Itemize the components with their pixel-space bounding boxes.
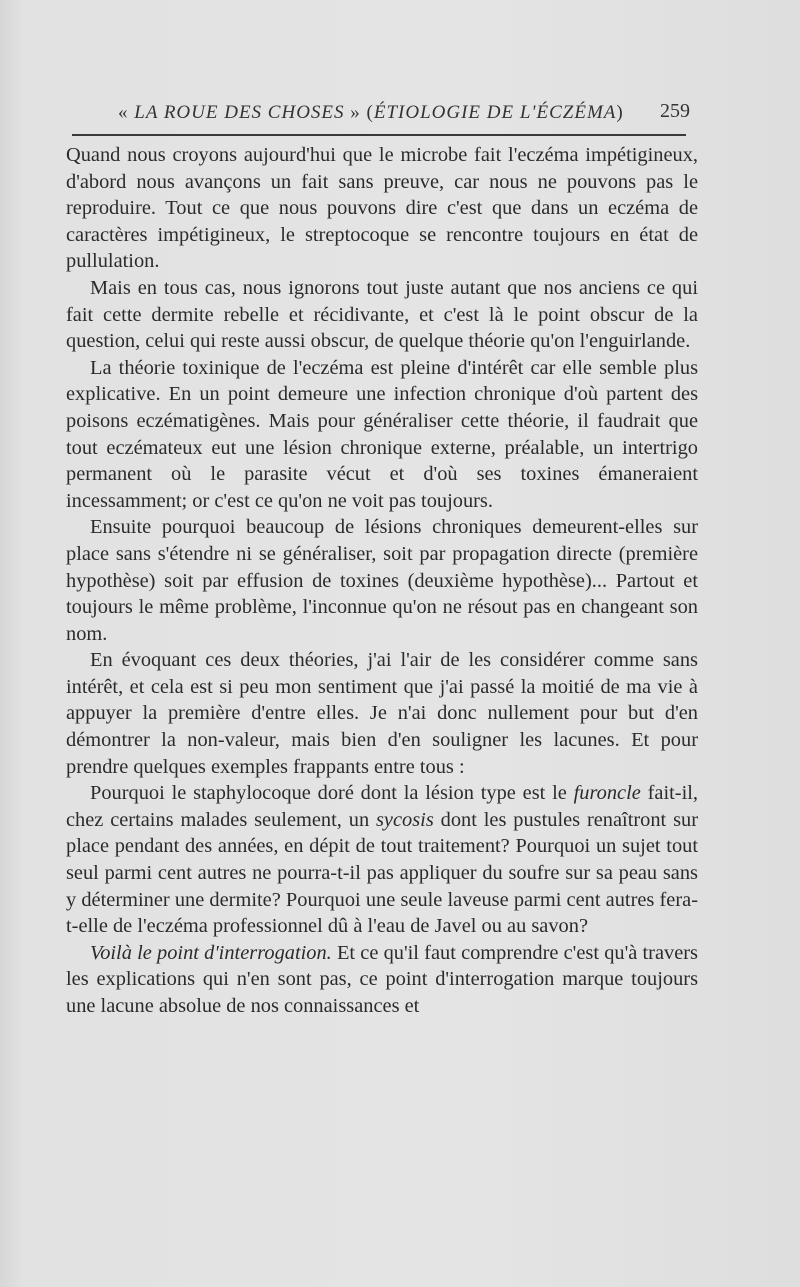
paragraph-6-text-a: Pourquoi le staphylocoque doré dont la lésion type est le bbox=[90, 782, 574, 805]
paragraph-6-text-c: dont les pustules renaîtront sur place pendant des années, en dépit de tout traitement? Pourquoi un sujet tout seul parmi cent autres ne pourra-t-il pas appliquer du soufre sur sa peau sans y déterminer une dermite? Pourquoi une seule laveuse parmi cent autres fera-t-elle de l'eczéma professionnel dû à l'eau de Javel ou au savon? bbox=[66, 808, 698, 938]
running-header bbox=[96, 98, 706, 134]
header-rule bbox=[72, 134, 686, 136]
paragraph-6-text-b: fait-il, chez certains malades seulement, un bbox=[66, 782, 698, 831]
paragraph-1: Quand nous croyons aujourd'hui que le microbe fait l'eczéma impétigineux, d'abord nous avançons un fait sans preuve, car nous ne pouvons pas le reproduire. Tout ce que nous pouvons dire c'est que dans un eczéma de caractères impétigineux, le streptocoque se rencontre toujours en état de pullulation. bbox=[66, 144, 698, 273]
title-main: LA ROUE DES CHOSES bbox=[134, 102, 345, 123]
title-separator: » ( bbox=[344, 102, 374, 123]
title-close-paren: ) bbox=[616, 102, 624, 123]
paragraph-6 bbox=[66, 780, 698, 940]
paragraph-7 bbox=[66, 940, 698, 1020]
running-title bbox=[118, 102, 624, 124]
paragraph-3: La théorie toxinique de l'eczéma est pleine d'intérêt car elle semble plus explicative. En un point demeure une infection chronique d'où partent des poisons eczématigènes. Mais pour généraliser cette théorie, il faudrait que tout eczémateux eut une lésion chronique externe, préalable, un intertrigo permanent où le parasite vécut et d'où ses toxines émaneraient incessamment; or c'est ce qu'on ne voit pas toujours. bbox=[66, 356, 698, 512]
term-sycosis: sycosis bbox=[376, 808, 434, 831]
title-subtitle: ÉTIOLOGIE DE L'ÉCZÉMA bbox=[373, 102, 617, 123]
paragraph-2: Mais en tous cas, nous ignorons tout juste autant que nos anciens ce qui fait cette dermite rebelle et récidivante, et c'est là le point obscur de la question, celui qui reste aussi obscur, de quelque théorie qu'on l'enguirlande. bbox=[66, 276, 698, 353]
emphasis-interrogation: Voilà le point d'interrogation. bbox=[90, 941, 332, 964]
paragraph-4: Ensuite pourquoi beaucoup de lésions chroniques demeurent-elles sur place sans s'étendre ni se généraliser, soit par propagation directe (première hypothèse) soit par effusion de toxines (deuxième hypothèse)... Partout et toujours le même problème, l'inconnue qu'on ne résout pas en changeant son nom. bbox=[66, 516, 698, 645]
paragraph-5: En évoquant ces deux théories, j'ai l'air de les considérer comme sans intérêt, et cela est si peu mon sentiment que j'ai passé la moitié de ma vie à appuyer la première d'entre elles. Je n'ai donc nullement pour but d'en démontrer la non-valeur, mais bien d'en souligner les lacunes. Et pour prendre quelques exemples frappants entre tous : bbox=[66, 649, 698, 778]
page-number: 259 bbox=[660, 100, 690, 122]
body-text bbox=[66, 142, 698, 1020]
paragraph-7-text: Et ce qu'il faut comprendre c'est qu'à travers les explications qui n'en sont pas, ce point d'interrogation marque toujours une lacune absolue de nos connaissances et bbox=[66, 941, 698, 1017]
term-furoncle: furoncle bbox=[573, 782, 641, 805]
title-open-quote: « bbox=[118, 102, 135, 123]
